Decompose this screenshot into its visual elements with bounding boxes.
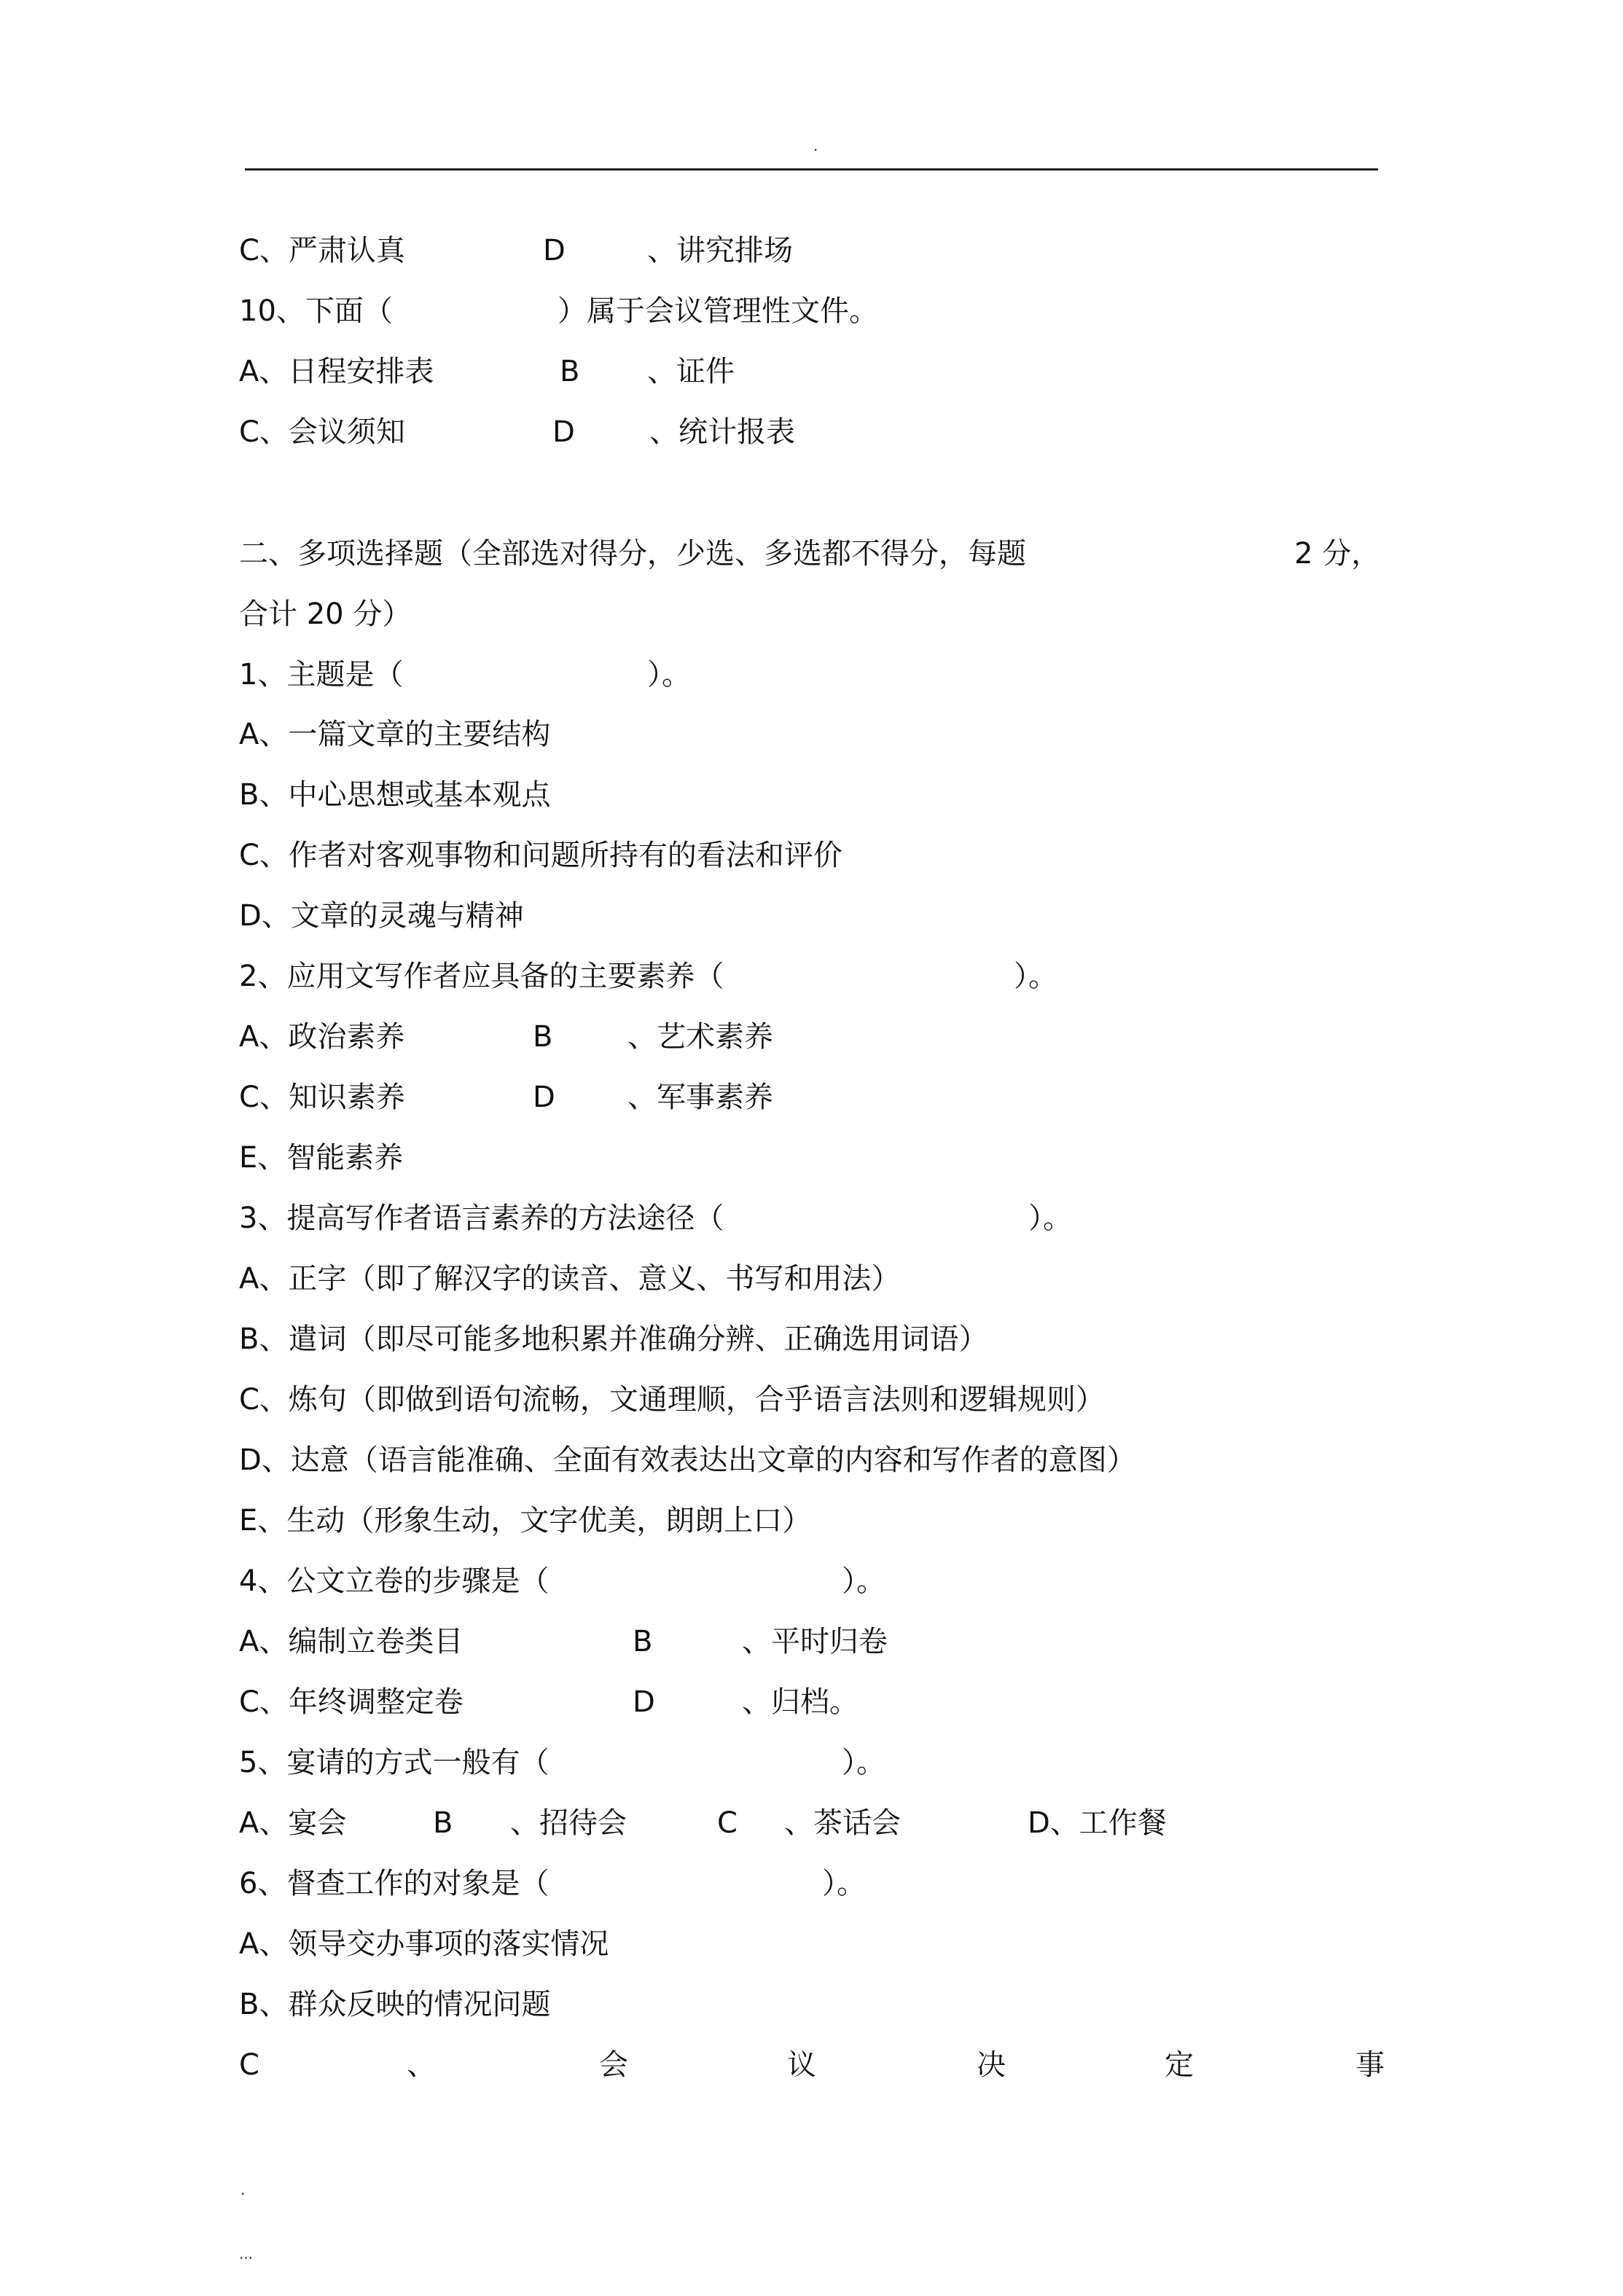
stem-start: 1、主题是（ — [239, 658, 404, 691]
stem-start: 3、提高写作者语言素养的方法途径（ — [239, 1202, 724, 1235]
q6-option-b: B、群众反映的情况问题 — [239, 1988, 551, 2021]
q2-option-e: E、智能素养 — [239, 1141, 404, 1175]
q3-option-d: D、达意（语言能准确、全面有效表达出文章的内容和写作者的意图） — [239, 1443, 1136, 1477]
option-b-text: 、招待会 — [510, 1806, 627, 1840]
q3-option-a: A、正字（即了解汉字的读音、意义、书写和用法） — [239, 1262, 901, 1296]
footer-dot: . — [240, 2181, 246, 2198]
q3-option-c: C、炼句（即做到语句流畅，文通理顺，合乎语言法则和逻辑规则） — [239, 1383, 1105, 1417]
footer-ellipsis: ... — [239, 2245, 254, 2262]
stem-end: ）。 — [1014, 960, 1057, 993]
q3-option-e: E、生动（形象生动，文字优美，朗朗上口） — [239, 1504, 812, 1537]
option-b-letter: B — [560, 355, 580, 388]
option-c: C、知识素养 — [239, 1081, 405, 1114]
option-a: A、宴会 — [239, 1806, 347, 1840]
stem-end: ）属于会议管理性文件。 — [558, 294, 878, 328]
option-c-char: 事 — [1356, 2048, 1385, 2082]
option-c: C、年终调整定卷 — [239, 1685, 464, 1719]
option-d-text: 、军事素养 — [627, 1081, 773, 1114]
option-d-text: 、讲究排场 — [647, 234, 793, 267]
option-c-char: 议 — [787, 2048, 816, 2082]
option-d-text: 、归档。 — [742, 1685, 859, 1719]
option-a: A、政治素养 — [239, 1020, 405, 1054]
option-b-text: 、证件 — [647, 355, 735, 388]
option-c-char: C — [239, 2048, 259, 2082]
stem-start: 5、宴请的方式一般有（ — [239, 1746, 550, 1779]
option-c-text: 、茶话会 — [784, 1806, 901, 1840]
stem-end: ）。 — [842, 1746, 885, 1779]
option-b-letter: B — [533, 1020, 553, 1054]
q1-option-d: D、文章的灵魂与精神 — [239, 899, 524, 933]
option-b-letter: B — [633, 1625, 653, 1658]
q1-option-c: C、作者对客观事物和问题所持有的看法和评价 — [239, 839, 842, 872]
option-a: A、编制立卷类目 — [239, 1625, 464, 1658]
stem-end: ）。 — [842, 1564, 885, 1598]
option-b-text: 、平时归卷 — [742, 1625, 888, 1658]
heading-total: 合计 20 分） — [239, 597, 412, 631]
heading-points: 2 分， — [1294, 537, 1381, 571]
option-d-text: 、统计报表 — [649, 415, 795, 449]
q6-option-a: A、领导交办事项的落实情况 — [239, 1927, 609, 1961]
stem-start: 10、下面（ — [239, 294, 393, 328]
option-b-letter: B — [433, 1806, 453, 1840]
stem-end: ）。 — [1028, 1202, 1072, 1235]
stem-end: ）。 — [822, 1867, 866, 1900]
option-b-text: 、艺术素养 — [627, 1020, 773, 1054]
stem-start: 4、公文立卷的步骤是（ — [239, 1564, 550, 1598]
option-d-letter: D — [533, 1081, 555, 1114]
q1-option-b: B、中心思想或基本观点 — [239, 778, 551, 812]
option-c-char: 决 — [977, 2048, 1006, 2082]
stem-end: ）。 — [647, 658, 691, 691]
option-d-letter: D — [633, 1685, 655, 1719]
option-a: A、日程安排表 — [239, 355, 434, 388]
option-c: C、严肃认真 — [239, 234, 405, 267]
heading-text: 二、多项选择题（全部选对得分，少选、多选都不得分，每题 — [239, 537, 1026, 571]
option-c-letter: C — [717, 1806, 738, 1840]
stem-start: 2、应用文写作者应具备的主要素养（ — [239, 960, 724, 993]
stem-start: 6、督查工作的对象是（ — [239, 1867, 550, 1900]
option-d-letter: D — [543, 234, 566, 267]
header-dot: . — [813, 137, 818, 154]
option-c-char: 定 — [1165, 2048, 1194, 2082]
header-rule — [245, 168, 1378, 171]
option-c-char: 会 — [599, 2048, 628, 2082]
q3-option-b: B、遣词（即尽可能多地积累并准确分辨、正确选用词语） — [239, 1323, 988, 1356]
option-c-char: 、 — [407, 2048, 436, 2082]
q1-option-a: A、一篇文章的主要结构 — [239, 718, 551, 751]
option-c: C、会议须知 — [239, 415, 405, 449]
option-d-letter: D — [552, 415, 575, 449]
option-d: D、工作餐 — [1028, 1806, 1167, 1840]
